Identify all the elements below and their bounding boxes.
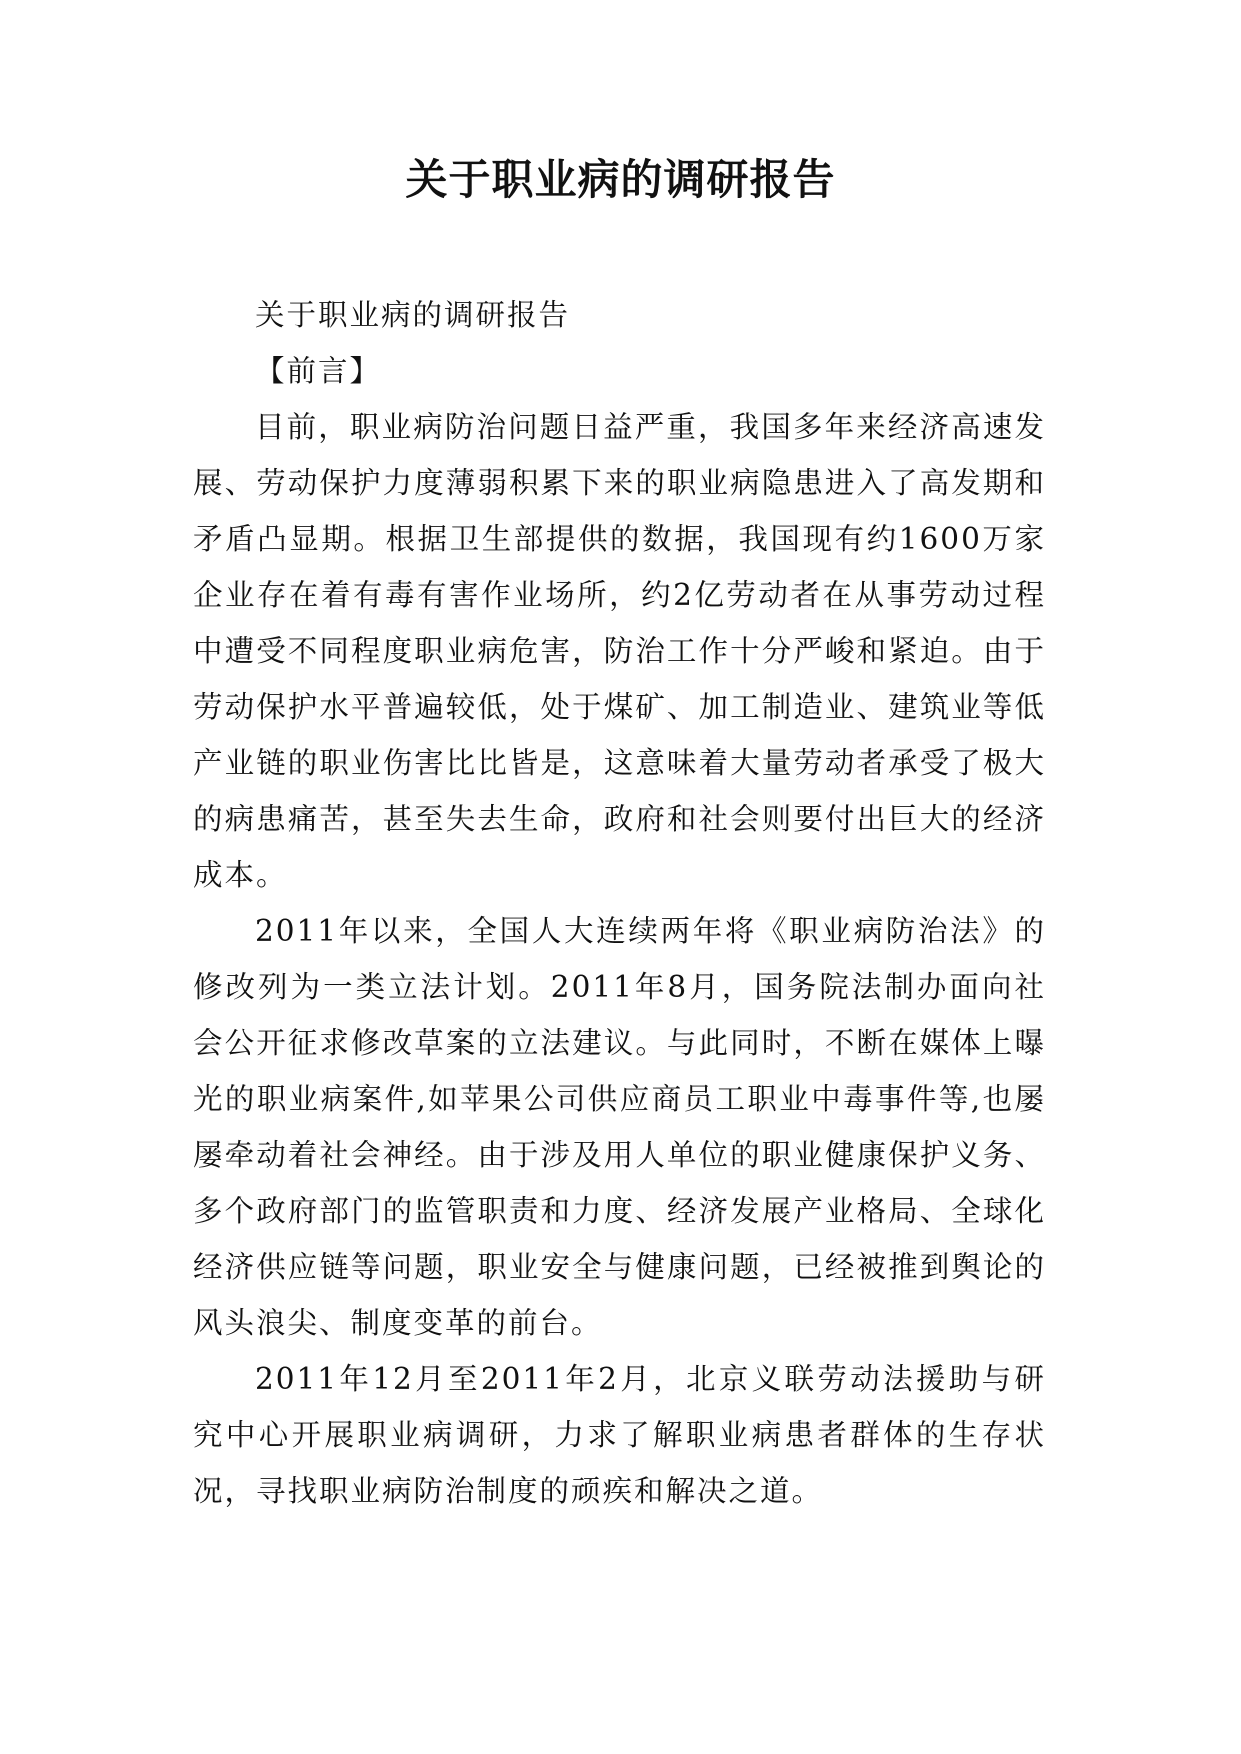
section-heading: 【前言】 <box>255 354 382 388</box>
paragraph-2: 2011年以来，全国人大连续两年将《职业病防治法》的修改列为一类立法计划。2011年8月，国务院法制办面向社会公开征求修改草案的立法建议。与此同时，不断在媒体上曝光的职业病案件,如苹果公司供应商员工职业中毒事件等,也屡屡牵动着社会神经。由于涉及用人单位的职业健康保护义务、多个政府部门的监管职责和力度、经济发展产业格局、全球化经济供应链等问题，职业安全与健康问题，已经被推到舆论的风头浪尖、制度变革的前台。 <box>193 914 1046 1340</box>
paragraph-3: 2011年12月至2011年2月，北京义联劳动法援助与研究中心开展职业病调研，力求了解职业病患者群体的生存状况，寻找职业病防治制度的顽疾和解决之道。 <box>193 1362 1046 1508</box>
document-subtitle: 关于职业病的调研报告 <box>255 298 571 332</box>
document-title: 关于职业病的调研报告 <box>405 155 836 204</box>
paragraph-1: 目前，职业病防治问题日益严重，我国多年来经济高速发展、劳动保护力度薄弱积累下来的职业病隐患进入了高发期和矛盾凸显期。根据卫生部提供的数据，我国现有约1600万家企业存在着有毒有害作业场所，约2亿劳动者在从事劳动过程中遭受不同程度职业病危害，防治工作十分严峻和紧迫。由于劳动保护水平普遍较低，处于煤矿、加工制造业、建筑业等低产业链的职业伤害比比皆是，这意味着大量劳动者承受了极大的病患痛苦，甚至失去生命，政府和社会则要付出巨大的经济成本。 <box>193 410 1046 892</box>
document-body <box>193 287 1046 1519</box>
